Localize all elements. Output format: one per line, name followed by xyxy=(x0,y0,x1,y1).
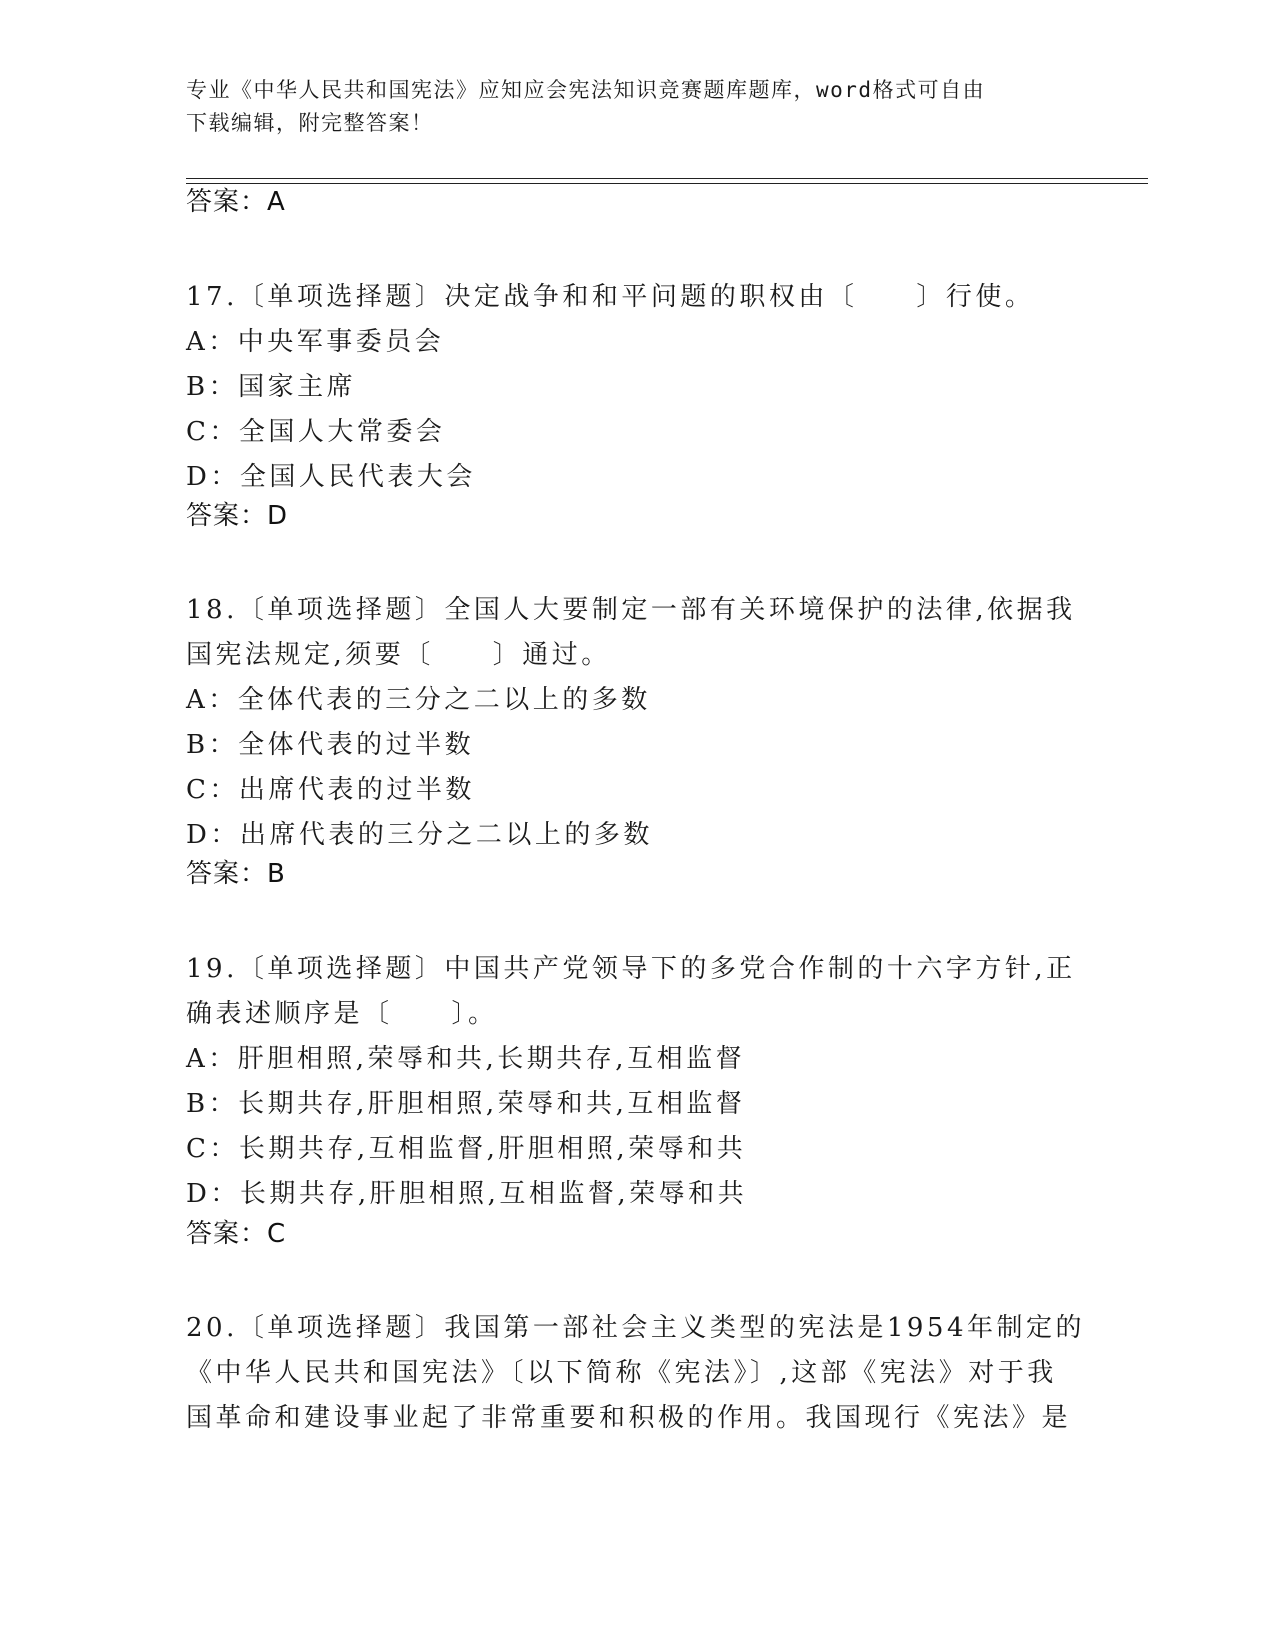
question-19 xyxy=(186,947,1076,1217)
option-b: B：全体代表的过半数 xyxy=(186,730,475,760)
answer-16: 答案：A xyxy=(186,187,286,217)
question-text: 20.〔单项选择题〕我国第一部社会主义类型的宪法是1954年制定的 xyxy=(186,1313,1086,1343)
question-text: 国宪法规定,须要〔 〕通过。 xyxy=(186,640,611,670)
question-18 xyxy=(186,588,1076,858)
question-text: 《中华人民共和国宪法》〔以下简称《宪法》〕,这部《宪法》对于我 xyxy=(186,1358,1057,1388)
document-header xyxy=(186,74,1086,140)
answer-17: 答案：D xyxy=(186,501,289,531)
question-text: 确表述顺序是〔 〕。 xyxy=(186,999,498,1029)
header-divider-top xyxy=(186,178,1148,179)
option-a: A：肝胆相照,荣辱和共,长期共存,互相监督 xyxy=(186,1044,746,1074)
option-a: A：中央军事委员会 xyxy=(186,327,445,357)
option-c: C：出席代表的过半数 xyxy=(186,775,475,805)
option-a: A：全体代表的三分之二以上的多数 xyxy=(186,685,651,715)
question-text: 国革命和建设事业起了非常重要和积极的作用。我国现行《宪法》是 xyxy=(186,1403,1072,1433)
option-c: C：全国人大常委会 xyxy=(186,417,446,447)
question-text: 17.〔单项选择题〕决定战争和和平问题的职权由〔 〕行使。 xyxy=(186,282,1035,312)
answer-18: 答案：B xyxy=(186,859,286,889)
question-text: 18.〔单项选择题〕全国人大要制定一部有关环境保护的法律,依据我 xyxy=(186,595,1076,625)
header-line-1: 专业《中华人民共和国宪法》应知应会宪法知识竞赛题库题库，word格式可自由 xyxy=(186,78,986,102)
question-text: 19.〔单项选择题〕中国共产党领导下的多党合作制的十六字方针,正 xyxy=(186,954,1076,984)
question-20 xyxy=(186,1306,1085,1441)
answer-19: 答案：C xyxy=(186,1219,287,1249)
option-b: B：长期共存,肝胆相照,荣辱和共,互相监督 xyxy=(186,1089,746,1119)
option-d: D：长期共存,肝胆相照,互相监督,荣辱和共 xyxy=(186,1179,748,1209)
header-line-2: 下载编辑，附完整答案！ xyxy=(186,111,434,135)
header-divider-bottom xyxy=(186,183,1148,184)
question-17 xyxy=(186,275,1034,500)
option-c: C：长期共存,互相监督,肝胆相照,荣辱和共 xyxy=(186,1134,747,1164)
option-d: D：全国人民代表大会 xyxy=(186,462,476,492)
option-b: B：国家主席 xyxy=(186,372,357,402)
option-d: D：出席代表的三分之二以上的多数 xyxy=(186,820,653,850)
